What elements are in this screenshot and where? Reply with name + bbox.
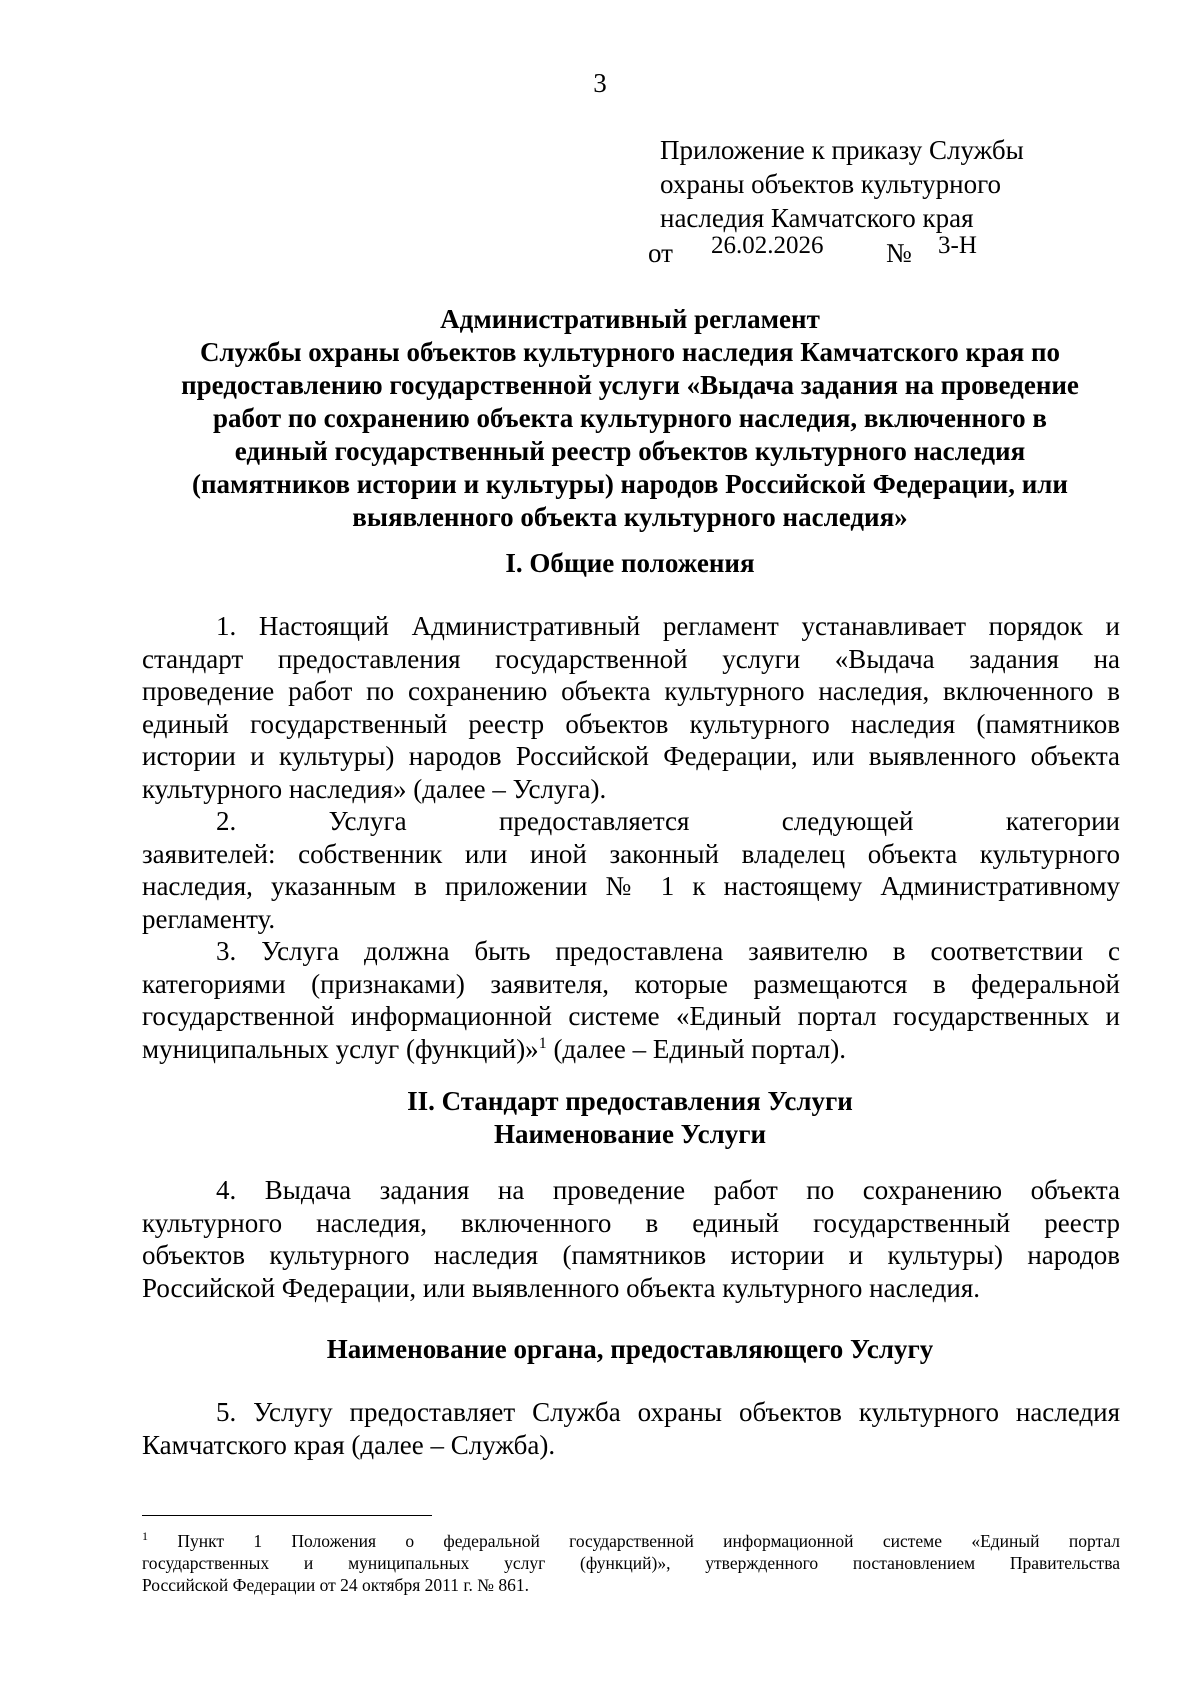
title-line: Службы охраны объектов культурного наследия Камчатского края по: [199, 337, 1061, 367]
text-line: 2. Услуга предоставляется следующей категории: [216, 806, 1120, 836]
text-line: категориями (признаками) заявителя, которые размещаются в федеральной: [142, 968, 1120, 999]
footnote-mark: 1: [142, 1529, 148, 1543]
paragraph-4: [142, 1174, 1120, 1304]
document-title: [140, 303, 1120, 534]
footnote-line: Российской Федерации от 24 октября 2011 г. № 861.: [142, 1575, 529, 1595]
paragraph-2: [142, 805, 1120, 935]
title-line: выявленного объекта культурного наследия»: [352, 502, 908, 532]
number-label: №: [886, 238, 912, 268]
title-line: (памятников истории и культуры) народов Российской Федерации, или: [192, 469, 1068, 499]
text-line: регламенту.: [142, 903, 276, 934]
text-line: [142, 1033, 1120, 1066]
text-line: объектов культурного наследия (памятников истории и культуры) народов: [142, 1240, 1120, 1270]
text-line: стандарт предоставления государственной услуги «Выдача задания на: [142, 643, 1120, 674]
text-line: государственной информационной системе «Единый портал государственных и: [142, 1001, 1120, 1031]
text-fragment: Пункт 1 Положения о федеральной государственной информационной системе «Единый портал: [148, 1531, 1120, 1551]
appendix-line: охраны объектов культурного: [660, 169, 1001, 199]
footnote-line: [142, 1530, 1120, 1552]
appendix-line: Приложение к приказу Службы: [660, 135, 1024, 165]
text-fragment: (далее – Единый портал).: [546, 1033, 846, 1064]
title-line: предоставлению государственной услуги «Выдача задания на проведение: [181, 370, 1079, 400]
footnote-divider: [142, 1515, 432, 1516]
text-line: Камчатского края (далее – Служба).: [142, 1429, 556, 1460]
organ-heading: [140, 1333, 1120, 1366]
text-line: Российской Федерации, или выявленного объекта культурного наследия.: [142, 1272, 981, 1303]
text-fragment: муниципальных услуг (функций)»: [142, 1033, 539, 1064]
order-number: 3-Н: [938, 232, 977, 259]
text-line: 1. Настоящий Административный регламент устанавливает порядок и: [216, 611, 1120, 641]
order-date-row: [648, 232, 1168, 272]
text-line: 3. Услуга должна быть предоставлена заявителю в соответствии с: [216, 936, 1120, 966]
order-date: 26.02.2026: [711, 232, 824, 259]
title-line: Административный регламент: [440, 304, 820, 334]
paragraph-5: [142, 1396, 1120, 1461]
appendix-header: [660, 133, 1180, 235]
subsection-heading-text: Наименование Услуги: [493, 1119, 767, 1149]
title-line: работ по сохранению объекта культурного наследия, включенного в: [213, 403, 1047, 433]
page-number: 3: [593, 68, 607, 98]
text-line: заявителей: собственник или иной законный владелец объекта культурного: [142, 838, 1120, 869]
text-line: культурного наследия, включенного в единый государственный реестр: [142, 1207, 1120, 1238]
footnote-line: государственных и муниципальных услуг (функций)», утвержденного постановлением Правительства: [142, 1553, 1120, 1573]
appendix-line: наследия Камчатского края: [660, 203, 974, 233]
section-1-heading: [140, 547, 1120, 580]
section-heading-text: I. Общие положения: [505, 548, 755, 578]
subsection-heading-text: Наименование органа, предоставляющего Услугу: [326, 1334, 934, 1364]
text-line: истории и культуры) народов Российской Федерации, или выявленного объекта: [142, 741, 1120, 771]
from-label: от: [648, 238, 673, 268]
section-2-heading: [140, 1085, 1120, 1151]
section-heading-text: II. Стандарт предоставления Услуги: [407, 1086, 853, 1116]
paragraph-1: [142, 610, 1120, 805]
text-line: наследия, указанным в приложении № 1 к настоящему Административному: [142, 871, 1120, 901]
title-line: единый государственный реестр объектов культурного наследия: [234, 436, 1026, 466]
footnote-reference: 1: [538, 1034, 547, 1052]
footnote: [142, 1530, 1120, 1596]
text-line: 4. Выдача задания на проведение работ по сохранению объекта: [216, 1175, 1120, 1205]
text-line: проведение работ по сохранению объекта культурного наследия, включенного в: [142, 676, 1120, 706]
text-line: культурного наследия» (далее – Услуга).: [142, 773, 607, 804]
paragraph-3: [142, 935, 1120, 1065]
text-line: 5. Услугу предоставляет Служба охраны объектов культурного наследия: [216, 1397, 1120, 1427]
text-line: единый государственный реестр объектов культурного наследия (памятников: [142, 708, 1120, 739]
